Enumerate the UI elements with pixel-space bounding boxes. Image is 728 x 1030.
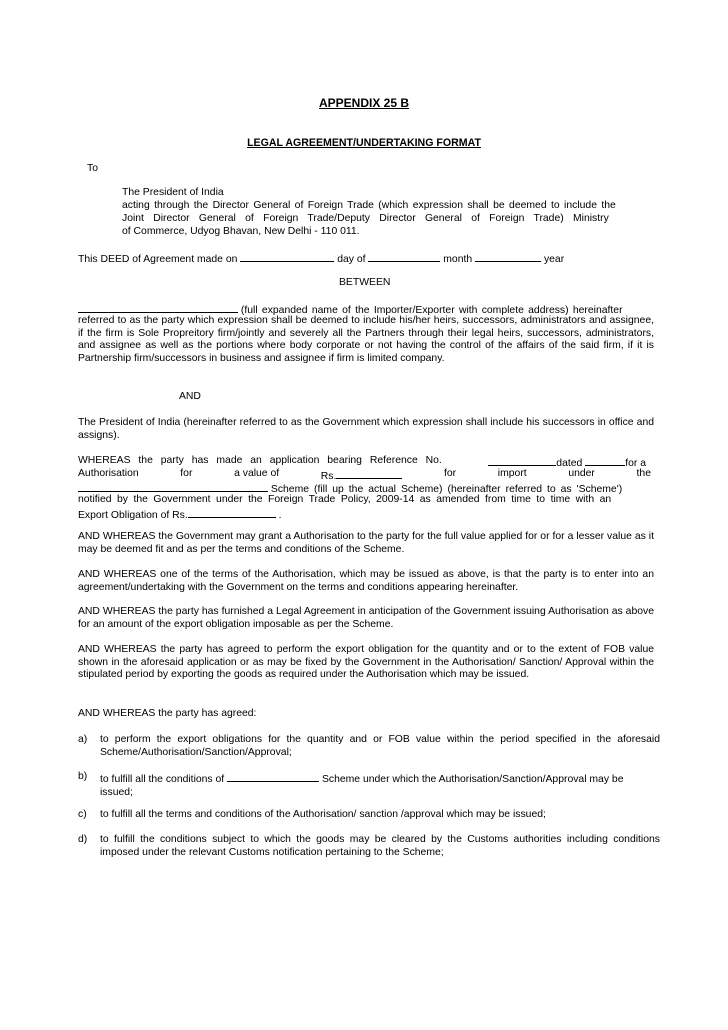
list-item-label: b) bbox=[78, 771, 88, 782]
period: . bbox=[278, 510, 282, 521]
date-blank[interactable] bbox=[240, 251, 334, 262]
import-word: import bbox=[497, 468, 527, 479]
dated-label: dated bbox=[556, 458, 583, 469]
item-b-post: Scheme under which the Authorisation/Sanction/Approval may be bbox=[321, 774, 624, 785]
month-blank[interactable] bbox=[475, 251, 541, 262]
between-label: BETWEEN bbox=[339, 277, 391, 288]
for-word: for bbox=[180, 468, 193, 479]
and-label: AND bbox=[179, 391, 201, 402]
paragraph-export-obligation: AND WHEREAS the party has agreed to perform the export obligation for the quantity and or to the extent of FOB value shown in the aforesaid application or as may be fixed by the Government in the Authorisation/ Sanction/ Approval within the stipulated period by exporting the goods as required under the Authorisation which may be issued. bbox=[78, 644, 654, 681]
under-word: under bbox=[568, 468, 595, 479]
list-item-text: to fulfill the conditions subject to which the goods may be cleared by the Customs authorities including conditions imposed under the relevant Customs notification pertaining to the Scheme; bbox=[100, 834, 660, 858]
list-item-label: a) bbox=[78, 734, 88, 745]
list-item-label: c) bbox=[78, 809, 87, 820]
item-b-pre: to fulfill all the conditions of bbox=[100, 774, 225, 785]
for-word: for bbox=[444, 468, 457, 479]
rs-label: Rs. bbox=[320, 471, 337, 482]
list-item-text bbox=[100, 771, 660, 799]
party1-first-text: (full expanded name of the Importer/Exporter with complete address) hereinafter bbox=[240, 305, 623, 316]
whereas-line-5 bbox=[78, 507, 282, 523]
paragraph-grant: AND WHEREAS the Government may grant a Authorisation to the party for the full value applied for or for a lesser value as it may be deemed fit and as per the terms and conditions of the Scheme. bbox=[78, 531, 654, 555]
list-item-label: d) bbox=[78, 834, 88, 845]
reference-no-blank[interactable] bbox=[488, 455, 556, 466]
export-obligation-blank[interactable] bbox=[188, 507, 276, 518]
address-line: of Commerce, Udyog Bhavan, New Delhi - 110 011. bbox=[122, 226, 360, 237]
dated-blank[interactable] bbox=[585, 455, 625, 466]
whereas-ref-text: WHEREAS the party has made an application bearing Reference No. bbox=[78, 455, 442, 466]
address-line: Joint Director General of Foreign Trade/Deputy Director General of Foreign Trade) Ministry bbox=[122, 213, 609, 224]
address-line: The President of India bbox=[122, 187, 224, 198]
deed-prefix: This DEED of Agreement made on bbox=[78, 254, 238, 265]
party2-paragraph: The President of India (hereinafter referred to as the Government which expression shall include his successors in office and assigns). bbox=[78, 417, 654, 441]
list-item-text: to perform the export obligations for the quantity and or FOB value within the period specified in the aforesaid Scheme/Authorisation/Sanction/Approval; bbox=[100, 734, 660, 758]
value-blank[interactable] bbox=[336, 468, 402, 479]
scheme-condition-blank[interactable] bbox=[227, 771, 319, 782]
deed-year-label: year bbox=[543, 254, 565, 265]
party1-description: referred to as the party which expression shall be deemed to include his/her heirs, successors, administrators and assignee, if the firm is Sole Propreitory firm/jointly and severely all the Partners through their legal heirs, successors, administrators, and assignee as well as the portions where body corporate or not having the control of the affairs of the said firm, if it is Partnership firm/successors in business and assignee if firm is limited company. bbox=[78, 315, 654, 364]
scheme-name-blank[interactable] bbox=[78, 481, 268, 492]
authorisation-word: Authorisation bbox=[78, 468, 139, 479]
page-title: APPENDIX 25 B bbox=[318, 96, 410, 110]
export-obligation-label: Export Obligation of Rs. bbox=[78, 510, 188, 521]
item-b-cont: issued; bbox=[100, 786, 133, 798]
for-a-label: for a bbox=[625, 458, 646, 469]
the-word: the bbox=[636, 468, 651, 479]
paragraph-agreed: AND WHEREAS the party has agreed: bbox=[78, 708, 257, 719]
day-blank[interactable] bbox=[368, 251, 440, 262]
value-of-words: a value of bbox=[234, 468, 280, 479]
paragraph-legal-agreement: AND WHEREAS the party has furnished a Legal Agreement in anticipation of the Government issuing Authorisation as above for an amount of the export obligation imposable as per the Scheme. bbox=[78, 606, 654, 630]
address-line: acting through the Director General of Foreign Trade (which expression shall be deemed to include the bbox=[122, 200, 616, 211]
deed-day-label: day of bbox=[337, 254, 366, 265]
scheme-text: Scheme (fill up the actual Scheme) (hereinafter referred to as 'Scheme') bbox=[270, 484, 623, 495]
paragraph-terms: AND WHEREAS one of the terms of the Authorisation, which may be issued as above, is that the party is to enter into an agreement/undertaking with the Government on the terms and conditions appearing hereinafter. bbox=[78, 569, 654, 593]
to-label: To bbox=[87, 163, 98, 174]
deed-line bbox=[78, 251, 564, 267]
whereas-line-4: notified by the Government under the Foreign Trade Policy, 2009-14 as amended from time to time with an bbox=[78, 494, 612, 505]
deed-month-label: month bbox=[443, 254, 473, 265]
party-name-blank[interactable] bbox=[78, 302, 238, 313]
list-item-text: to fulfill all the terms and conditions of the Authorisation/ sanction /approval which may be issued; bbox=[100, 809, 546, 820]
document-subtitle: LEGAL AGREEMENT/UNDERTAKING FORMAT bbox=[247, 137, 481, 149]
